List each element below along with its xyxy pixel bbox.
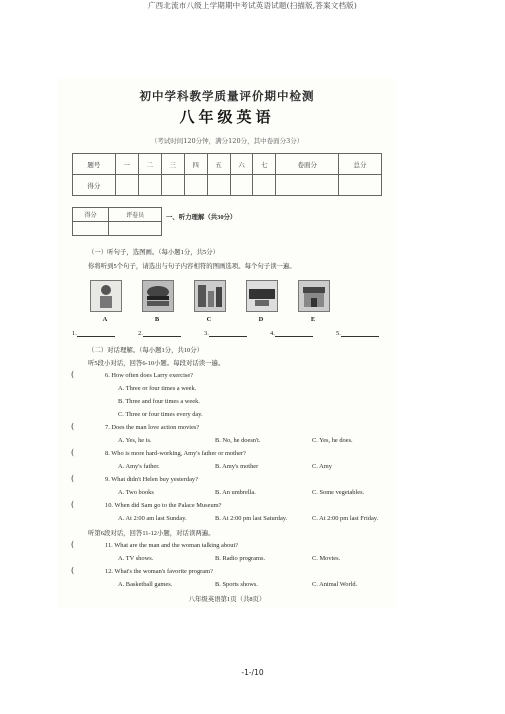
question-8: 8. Who is more hard-working, Amy's father or mother?	[105, 450, 246, 457]
blank-number: 3.	[204, 330, 209, 337]
question-6: 6. How often does Larry exercise?	[105, 372, 194, 379]
picture-a-person-icon	[90, 280, 122, 312]
blank-number: 5.	[336, 330, 341, 337]
question-11: 11. What are the man and the woman talking about?	[105, 542, 239, 549]
score-empty-cell	[115, 175, 138, 196]
option: A. Three or four times a week.	[118, 385, 197, 392]
question-7: 7. Does the man love action movies?	[105, 424, 200, 431]
option: C. Some vegetables.	[312, 489, 365, 496]
option: A. Basketball games.	[118, 581, 173, 588]
exam-title: 初中学科教学质量评价期中检测	[139, 89, 315, 103]
score-empty-cell	[161, 175, 184, 196]
option: B. Sports shows.	[215, 581, 258, 588]
option: C. At 2:00 pm last Friday.	[312, 515, 379, 522]
exam-note: （考试时间120分钟，满分120分，其中卷面分3分）	[150, 137, 304, 145]
score-row-label: 得分	[73, 175, 116, 196]
option: A. Yes, he is.	[118, 437, 152, 444]
exam-subject: 八年级英语	[179, 108, 275, 126]
part1-heading: （一）听句子，选图画。（每小题1分，共5分）	[88, 249, 220, 256]
score-empty-cell	[253, 175, 276, 196]
picture-label: A	[102, 316, 108, 323]
score-cell: 三	[161, 154, 184, 175]
option: B. Three and four times a week.	[118, 398, 200, 405]
option: A. Amy's father.	[118, 463, 160, 470]
option: C. Movies.	[312, 555, 341, 562]
page-number: -1-/10	[241, 668, 264, 677]
answer-paren: (	[71, 474, 75, 483]
option: C. Yes, he does.	[312, 437, 353, 444]
blank-line	[341, 330, 379, 337]
blank-line	[77, 330, 115, 337]
score-cell: 二	[138, 154, 161, 175]
answer-paren: (	[71, 370, 75, 379]
inner-page-footer: 八年级英语第1页（共8页）	[188, 596, 266, 603]
grader-table	[72, 207, 162, 236]
picture-label: D	[258, 316, 264, 323]
answer-paren: (	[71, 500, 75, 509]
score-cell: 卷面分	[276, 154, 339, 175]
picture-d-cctv-logo-icon	[246, 280, 278, 312]
score-cell: 五	[207, 154, 230, 175]
answer-blank	[72, 330, 115, 337]
blank-line	[209, 330, 247, 337]
score-empty-cell	[184, 175, 207, 196]
score-empty-cell	[276, 175, 339, 196]
score-cell: 总分	[339, 154, 382, 175]
option: B. At 2:00 pm last Saturday.	[215, 515, 288, 522]
answer-paren: (	[71, 448, 75, 457]
score-cell: 七	[253, 154, 276, 175]
option: C. Three or four times every day.	[118, 411, 203, 418]
grader-score-label: 得分	[73, 208, 109, 222]
part1-instructions: 你将听到5个句子，请选出与句子内容相符的图画选项。每个句子读一遍。	[88, 263, 296, 270]
score-cell: 六	[230, 154, 253, 175]
question-12: 12. What's the woman's favorite program?	[105, 568, 213, 575]
option: B. Radio programs.	[215, 555, 266, 562]
picture-b-hamburger-icon	[142, 280, 174, 312]
answer-blank	[336, 330, 379, 337]
blank-number: 2.	[138, 330, 143, 337]
score-empty-cell	[138, 175, 161, 196]
picture-label: B	[154, 316, 160, 323]
picture-c-street-icon	[194, 280, 226, 312]
picture-label: E	[310, 316, 316, 323]
grader-empty-cell	[109, 222, 162, 236]
blank-line	[143, 330, 181, 337]
grader-name-label: 评卷员	[109, 208, 162, 222]
score-table-row	[73, 175, 382, 196]
option: C. Animal World.	[312, 581, 358, 588]
blank-line	[275, 330, 313, 337]
answer-blank	[270, 330, 313, 337]
score-cell: 题号	[73, 154, 116, 175]
answer-blank	[204, 330, 247, 337]
document-header: 广西北流市八级上学期期中考试英语试题(扫描版,答案文档版)	[147, 1, 358, 10]
option: C. Amy	[312, 463, 332, 470]
option: B. Amy's mother	[215, 463, 259, 470]
part2-heading: （二）对话理解。（每小题1分，共10分）	[88, 347, 204, 354]
question-9: 9. What didn't Helen buy yesterday?	[105, 476, 198, 483]
part2-instructions: 听5段小对话，回答6-10小题。每段对话读一遍。	[88, 360, 225, 367]
score-cell: 一	[115, 154, 138, 175]
picture-e-building-icon	[298, 280, 330, 312]
answer-paren: (	[71, 566, 75, 575]
score-empty-cell	[339, 175, 382, 196]
score-empty-cell	[207, 175, 230, 196]
answer-paren: (	[71, 422, 75, 431]
answer-blank	[138, 330, 181, 337]
score-table	[72, 153, 382, 196]
score-empty-cell	[230, 175, 253, 196]
blank-number: 1.	[72, 330, 77, 337]
part3-instructions: 听第6段对话，回答11-12小题，对话读两遍。	[88, 530, 215, 537]
picture-label: C	[206, 316, 212, 323]
option: A. TV shows.	[118, 555, 154, 562]
question-10: 10. When did Sam go to the Palace Museum?	[105, 502, 222, 509]
option: A. At 2:00 am last Sunday.	[118, 515, 187, 522]
option: B. No, he doesn't.	[215, 437, 261, 444]
answer-paren: (	[71, 540, 75, 549]
section-heading: 一、听力理解（共30分）	[166, 214, 237, 221]
grader-empty-cell	[73, 222, 109, 236]
score-table-header-row	[73, 154, 382, 175]
score-cell: 四	[184, 154, 207, 175]
option: B. An umbrella.	[215, 489, 256, 496]
blank-number: 4.	[270, 330, 275, 337]
option: A. Two books	[118, 489, 154, 496]
